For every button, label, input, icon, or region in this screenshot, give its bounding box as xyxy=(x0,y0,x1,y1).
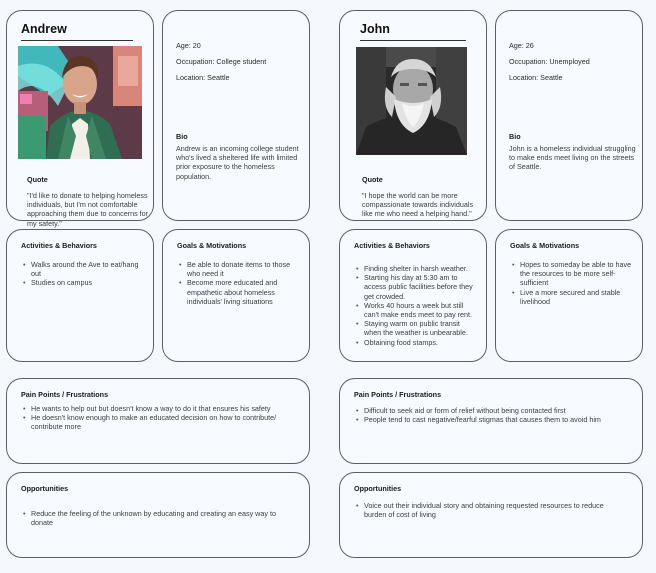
list-item: • Works 40 hours a week but still can't make ends meet to pay rent. xyxy=(356,301,476,319)
list-item: • Reduce the feeling of the unknown by educating and creating an easy way to donate xyxy=(23,509,293,527)
activities-list xyxy=(356,264,476,347)
persona-location: Location: Seattle xyxy=(176,73,230,82)
bio-label: Bio xyxy=(176,132,188,141)
list-item: • Be able to donate items to those who need it xyxy=(179,260,305,278)
persona-name: John xyxy=(360,22,466,41)
pain-points-title: Pain Points / Frustrations xyxy=(354,390,442,399)
list-item: • Voice out their individual story and obtaining requested resources to reduce burden of cost of living xyxy=(356,501,626,519)
activities-title: Activities & Behaviors xyxy=(354,241,430,250)
persona-quote: "I'd like to donate to helping homeless individuals, but I'm not comfortable approaching them due to concerns for my safety." xyxy=(27,191,149,228)
persona-quote: "I hope the world can be more compassionate towards individuals like me who need a helping hand." xyxy=(362,191,474,219)
goals-card-john xyxy=(495,229,643,362)
list-item: • Hopes to someday be able to have the resources to be more self-sufficient xyxy=(512,260,634,288)
list-item: • Finding shelter in harsh weather. xyxy=(356,264,476,273)
list-item: • Become more educated and empathetic about homeless individuals' living situations xyxy=(179,278,305,306)
activities-card-andrew xyxy=(6,229,154,362)
persona-occupation: Occupation: College student xyxy=(176,57,267,66)
list-item: • Studies on campus xyxy=(23,278,149,287)
bio-label: Bio xyxy=(509,132,521,141)
persona-bio: Andrew is an incoming college student who's lived a sheltered life with limited prior exposure to the homeless population. xyxy=(176,144,299,181)
opportunities-title: Opportunities xyxy=(21,484,69,493)
goals-title: Goals & Motivations xyxy=(510,241,580,250)
persona-details-john xyxy=(495,10,643,221)
activities-card-john xyxy=(339,229,487,362)
list-item: • He wants to help out but doesn't know a way to do it that ensures his safety xyxy=(23,404,293,413)
persona-photo-andrew xyxy=(18,46,142,159)
list-item: • Starting his day at 5:30 am to access public facilities before they get crowded. xyxy=(356,273,476,301)
opportunities-title: Opportunities xyxy=(354,484,402,493)
opportunities-list xyxy=(356,501,626,519)
goals-list xyxy=(512,260,634,306)
persona-age: Age: 20 xyxy=(176,41,201,50)
list-item: • Staying warm on public transit when the weather is unbearable. xyxy=(356,319,476,337)
quote-label: Quote xyxy=(27,175,48,184)
persona-bio: John is a homeless individual struggling to make ends meet living on the streets of Seattle. xyxy=(509,144,636,172)
persona-occupation: Occupation: Unemployed xyxy=(509,57,590,66)
persona-photo-john xyxy=(356,47,467,155)
list-item: • Difficult to seek aid or form of relief without being contacted first xyxy=(356,406,636,415)
opportunities-card-john xyxy=(339,472,643,558)
goals-card-andrew xyxy=(162,229,310,362)
pain-points-title: Pain Points / Frustrations xyxy=(21,390,109,399)
list-item: • Walks around the Ave to eat/hang out xyxy=(23,260,149,278)
persona-location: Location: Seattle xyxy=(509,73,563,82)
persona-name: Andrew xyxy=(21,22,133,41)
activities-title: Activities & Behaviors xyxy=(21,241,97,250)
opportunities-card-andrew xyxy=(6,472,310,558)
list-item: • Live a more secured and stable livelihood xyxy=(512,288,634,306)
list-item: • Obtaining food stamps. xyxy=(356,338,476,347)
goals-title: Goals & Motivations xyxy=(177,241,247,250)
list-item: • He doesn't know enough to make an educated decision on how to contribute/ contribute more xyxy=(23,413,293,431)
persona-age: Age: 26 xyxy=(509,41,534,50)
goals-list xyxy=(179,260,305,306)
persona-card-john xyxy=(339,10,487,221)
opportunities-list xyxy=(23,509,293,527)
pain-points-list xyxy=(356,406,636,424)
quote-label: Quote xyxy=(362,175,383,184)
pain-points-card-andrew xyxy=(6,378,310,464)
activities-list xyxy=(23,260,149,288)
persona-details-andrew xyxy=(162,10,310,221)
pain-points-list xyxy=(23,404,293,432)
pain-points-card-john xyxy=(339,378,643,464)
list-item: • People tend to cast negative/fearful stigmas that causes them to avoid him xyxy=(356,415,636,424)
persona-card-andrew xyxy=(6,10,154,228)
